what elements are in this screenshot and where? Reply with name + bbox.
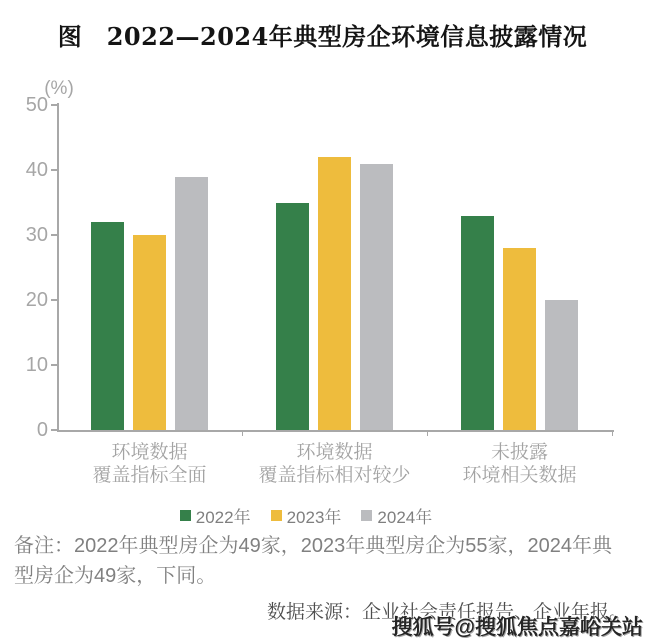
bar-2024年-未披露环境相关数据 (545, 300, 578, 430)
legend-color-swatch (180, 510, 191, 521)
y-axis-tick-mark (51, 104, 57, 106)
bar-2023年-环境数据覆盖指标全面 (133, 235, 166, 430)
x-axis-tick-mark (242, 430, 244, 436)
bar-2024年-环境数据覆盖指标全面 (175, 177, 208, 431)
y-axis-tick-mark (51, 169, 57, 171)
y-axis-tick-label: 20 (25, 289, 48, 311)
bar-2023年-未披露环境相关数据 (503, 248, 536, 430)
bar-2022年-环境数据覆盖指标全面 (91, 222, 124, 430)
legend-item-2022年 (180, 503, 251, 528)
y-axis-tick-mark (51, 234, 57, 236)
chart-title: 图 2022—2024年典型房企环境信息披露情况 (57, 22, 588, 51)
y-axis-tick-mark (51, 364, 57, 366)
y-axis-line (57, 103, 59, 431)
legend-item-2023年 (271, 503, 342, 528)
x-axis-category-label (410, 441, 630, 487)
legend-label: 2022年 (195, 508, 251, 527)
x-axis-category-label-line2: 覆盖指标相对较少 (258, 465, 411, 486)
x-axis-tick-mark (427, 430, 429, 436)
y-axis-tick-label: 30 (25, 224, 48, 246)
legend-item-2024年 (361, 503, 432, 528)
x-axis-category-label-line2: 环境相关数据 (462, 465, 577, 486)
chart-legend (0, 503, 612, 528)
y-axis-tick-mark (51, 429, 57, 431)
y-axis-tick-label: 10 (25, 354, 48, 376)
y-axis-tick-label: 50 (25, 94, 48, 116)
x-axis-category-label-line1: 环境数据 (296, 442, 373, 463)
bar-2023年-环境数据覆盖指标相对较少 (318, 157, 351, 430)
legend-label: 2024年 (377, 508, 433, 527)
x-axis-tick-mark (612, 430, 614, 436)
bar-2022年-未披露环境相关数据 (461, 216, 494, 431)
x-axis-category-label-line1: 环境数据 (111, 442, 188, 463)
note-text: 备注：2022年典型房企为49家，2023年典型房企为55家，2024年典型房企为49家，下同。 (14, 535, 612, 587)
bar-2022年-环境数据覆盖指标相对较少 (276, 203, 309, 431)
y-axis-tick-mark (51, 299, 57, 301)
y-axis-tick-label: 0 (36, 419, 48, 441)
x-axis-line (57, 430, 614, 432)
legend-color-swatch (361, 510, 372, 521)
bar-2024年-环境数据覆盖指标相对较少 (360, 164, 393, 431)
watermark: 搜狐号@搜狐焦点嘉峪关站 (391, 616, 643, 639)
legend-label: 2023年 (286, 508, 342, 527)
x-axis-category-label-line1: 未披露 (490, 442, 548, 463)
source-text: 数据来源：企业社会责任报告、企业年报。 (266, 602, 628, 623)
x-axis-category-label-line2: 覆盖指标全面 (92, 465, 207, 486)
y-axis-unit-label: (%) (44, 78, 74, 99)
legend-color-swatch (271, 510, 282, 521)
y-axis-tick-label: 40 (25, 159, 48, 181)
